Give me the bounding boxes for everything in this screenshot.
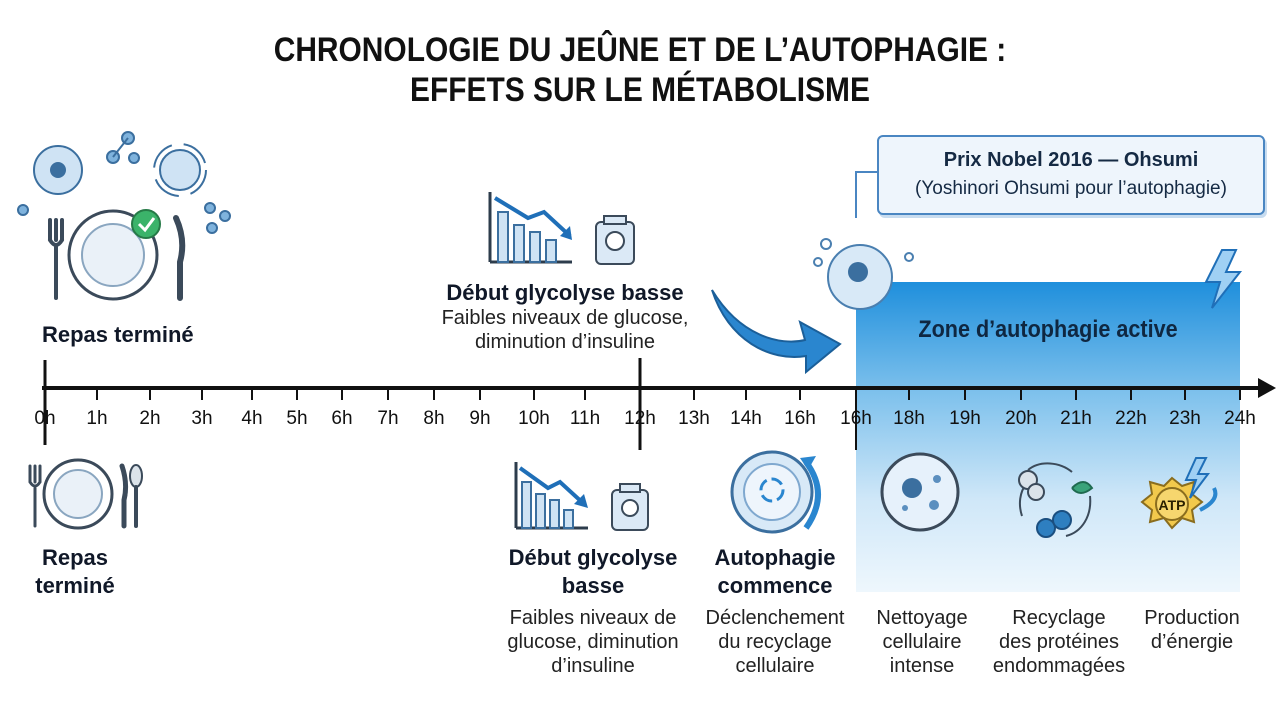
recycling-line-3: endommagées: [992, 655, 1126, 677]
tick-label: 13h: [678, 408, 710, 429]
tick-label: 10h: [518, 408, 550, 429]
knife-icon: [176, 218, 182, 298]
glycolysis-top-title: Début glycolyse basse: [446, 280, 684, 305]
title-line-1: CHRONOLOGIE DU JEÛNE ET DE L’AUTOPHAGIE :: [273, 31, 1007, 69]
glycolysis-bottom-line-2: glucose, diminution: [507, 631, 679, 653]
glycolysis-bottom-line-3: d’insuline: [551, 655, 635, 677]
tick-label: 23h: [1169, 408, 1201, 429]
autophagy-start-line-1: Déclenchement: [705, 607, 845, 629]
cleaning-line-3: intense: [889, 655, 955, 677]
declining-bar-chart-icon: [490, 192, 572, 262]
cleaning-cell-icon: [882, 454, 958, 530]
glycolysis-bottom-title-1: Début glycolyse: [508, 545, 678, 570]
autophagy-start-desc: [700, 606, 850, 678]
lightning-icon: [1206, 250, 1240, 308]
tick-label: 16h: [784, 408, 816, 429]
glycolysis-top-line-2: diminution d’insuline: [474, 331, 656, 353]
energy-desc: [1136, 606, 1248, 654]
tick-label: 19h: [949, 408, 981, 429]
weighing-scale-icon-bottom: [612, 484, 648, 530]
recycling-line-1: Recyclage: [1012, 607, 1106, 629]
tick-label: 18h: [893, 408, 925, 429]
tick-label: 11h: [569, 408, 601, 429]
cleaning-desc: [862, 606, 982, 678]
nobel-connector: [856, 172, 877, 218]
plate-check-icon: [69, 210, 160, 299]
meal-done-title: Repas terminé: [42, 322, 194, 347]
timeline-axis: [42, 358, 1276, 450]
tick-label: 8h: [423, 408, 445, 429]
glycolysis-bottom-line-1: Faibles niveaux de: [509, 607, 677, 629]
glycolysis-top-line-1: Faibles niveaux de glucose,: [441, 307, 689, 329]
fork-icon: [50, 220, 62, 298]
tick-label: 6h: [331, 408, 353, 429]
tick-label: 5h: [286, 408, 308, 429]
glycolysis-bottom-title-2: basse: [561, 573, 625, 598]
cell-bubble-icon: [814, 239, 913, 309]
protein-recycling-icon: [1019, 463, 1092, 537]
tick-label: 4h: [241, 408, 263, 429]
autophagy-start-title-block: [700, 544, 850, 600]
autophagy-zone-label: Zone d’autophagie active: [918, 316, 1178, 343]
tick-label: 2h: [139, 408, 161, 429]
energy-line-2: d’énergie: [1150, 631, 1234, 653]
weighing-scale-icon: [596, 216, 634, 264]
tick-label: 24h: [1224, 408, 1256, 429]
autophagy-cell-icon: [732, 452, 818, 532]
meal-bottom-title-2: terminé: [35, 573, 115, 598]
recycling-line-2: des protéines: [998, 631, 1120, 653]
tick-label: 3h: [191, 408, 213, 429]
glycolysis-bottom-desc: [498, 606, 688, 678]
cleaning-line-2: cellulaire: [882, 631, 962, 653]
tick-label: 20h: [1005, 408, 1037, 429]
tick-label: 16h: [840, 408, 872, 429]
nobel-subtitle: (Yoshinori Ohsumi pour l’autophagie): [915, 178, 1227, 199]
cleaning-line-1: Nettoyage: [876, 607, 968, 629]
autophagy-start-line-3: cellulaire: [735, 655, 815, 677]
autophagy-start-line-2: du recyclage: [718, 631, 832, 653]
glycolysis-bottom-title-block: [498, 544, 688, 600]
declining-bar-chart-icon-bottom: [516, 462, 588, 528]
tick-label: 21h: [1060, 408, 1092, 429]
atp-label: ATP: [1158, 497, 1186, 513]
tick-label: 7h: [377, 408, 399, 429]
energy-line-1: Production: [1144, 607, 1240, 629]
tick-label: 14h: [730, 408, 762, 429]
plate-icon-bottom: [30, 460, 142, 528]
tick-label: 12h: [624, 408, 656, 429]
autophagy-start-title-2: commence: [717, 573, 833, 598]
recycling-desc: [986, 606, 1132, 678]
autophagy-start-title-1: Autophagie: [714, 545, 836, 570]
tick-label: 9h: [469, 408, 491, 429]
tick-label: 22h: [1115, 408, 1147, 429]
atp-energy-icon: [1142, 458, 1215, 528]
transition-arrow: [712, 290, 840, 372]
glycolysis-top-block: [430, 280, 700, 354]
title-line-2: EFFETS SUR LE MÉTABOLISME: [410, 71, 870, 109]
cell-icon-top-left: [34, 146, 82, 194]
tick-label: 1h: [86, 408, 108, 429]
nobel-title: Prix Nobel 2016 — Ohsumi: [943, 149, 1199, 171]
axis-arrowhead: [1258, 378, 1276, 398]
recycle-cell-icon-top: [154, 144, 206, 196]
tick-label: 0h: [34, 408, 56, 429]
meal-bottom-title-1: Repas: [41, 545, 109, 570]
meal-done-bottom-block: [20, 544, 130, 600]
